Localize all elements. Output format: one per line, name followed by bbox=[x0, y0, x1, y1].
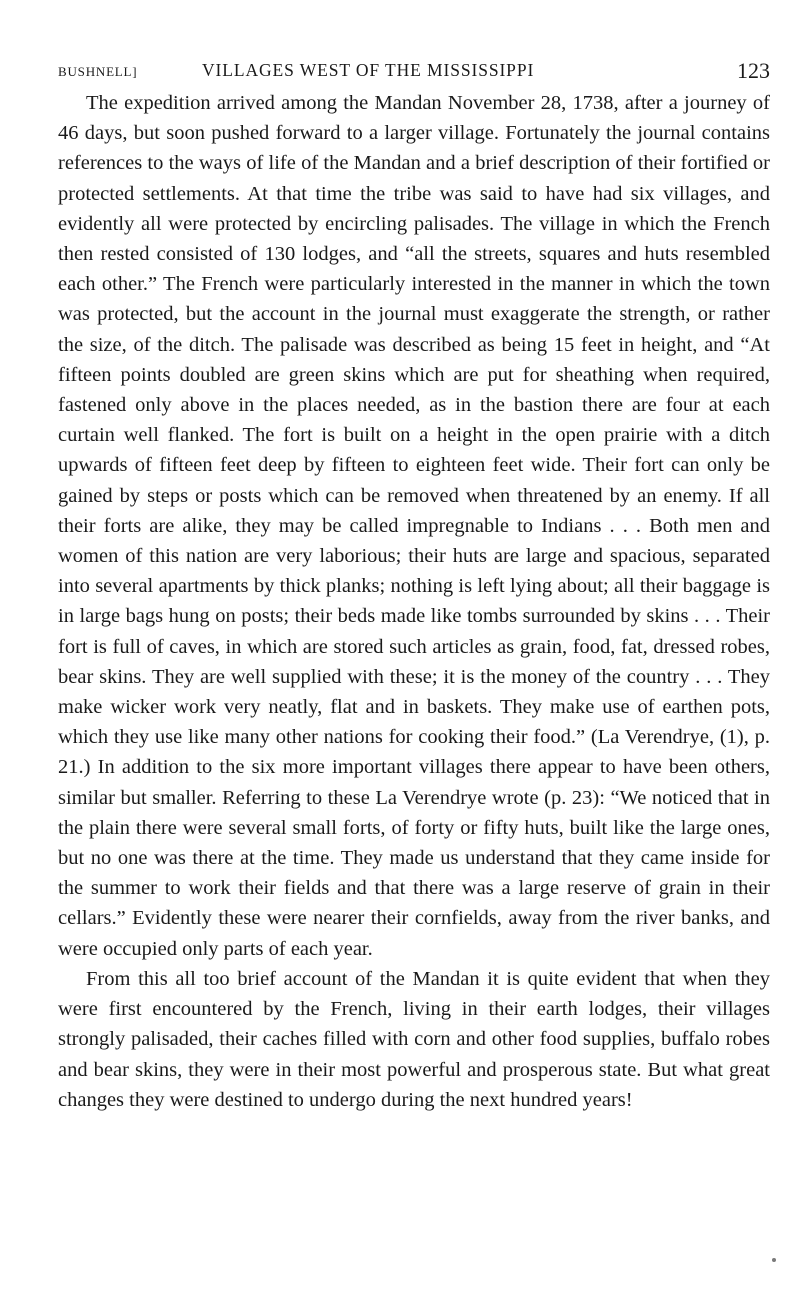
running-head bbox=[58, 58, 770, 88]
paragraph: From this all too brief account of the Mandan it is quite evident that when they were first encountered by the French, living in their earth lodges, their villages strongly palisaded, their caches filled with corn and other food supplies, buffalo robes and bear skins, they were in their most powerful and prosperous state. But what great changes they were destined to undergo during the next hundred years! bbox=[58, 967, 770, 1111]
chapter-title: VILLAGES WEST OF THE MISSISSIPPI bbox=[202, 60, 535, 80]
author-running-head: BUSHNELL] bbox=[58, 64, 138, 79]
print-speck bbox=[772, 1258, 776, 1262]
page-number: 123 bbox=[737, 58, 770, 83]
body-text bbox=[58, 88, 770, 1115]
paragraph: The expedition arrived among the Mandan November 28, 1738, after a journey of 46 days, but soon pushed forward to a larger village. Fortunately the journal contains references to the ways of life of the Mandan and a brief description of their fortified or protected settlements. At that time the tribe was said to have had six villages, and evidently all were protected by encircling palisades. The village in which the French then rested consisted of 130 lodges, and “all the streets, squares and huts resembled each other.” The French were particularly interested in the manner in which the town was protected, but the account in the journal must exaggerate the strength, or rather the size, of the ditch. The palisade was described as being 15 feet in height, and “At fifteen points doubled are green skins which are put for sheathing when required, fastened only above in the places needed, as in the bastion there are four at each curtain well flanked. The fort is built on a height in the open prairie with a ditch upwards of fifteen feet deep by fifteen to eighteen feet wide. Their fort can only be gained by steps or posts which can be removed when threatened by an enemy. If all their forts are alike, they may be called impregnable to Indians . . . Both men and women of this nation are very laborious; their huts are large and spacious, separated into several apartments by thick planks; nothing is left lying about; all their baggage is in large bags hung on posts; their beds made like tombs surrounded by skins . . . Their fort is full of caves, in which are stored such articles as grain, food, fat, dressed robes, bear skins. They are well supplied with these; it is the money of the country . . . They make wicker work very neatly, flat and in baskets. They make use of earthen pots, which they use like many other nations for cooking their food.” (La Verendrye, (1), p. 21.) In addition to the six more important villages there appear to have been others, similar but smaller. Referring to these La Verendrye wrote (p. 23): “We noticed that in the plain there were several small forts, of forty or fifty huts, built like the large ones, but no one was there at the time. They made us understand that they came inside for the summer to work their fields and that there was a large reserve of grain in their cellars.” Evidently these were nearer their cornfields, away from the river banks, and were occupied only parts of each year. bbox=[58, 92, 770, 960]
